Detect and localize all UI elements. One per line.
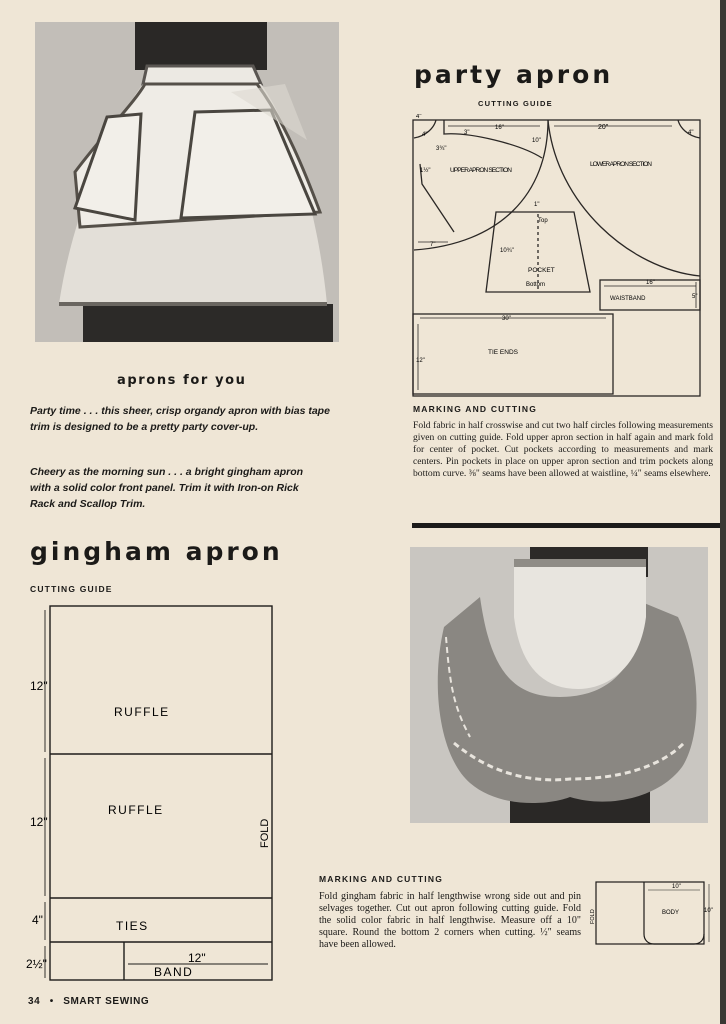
party-dim-7: 7" — [430, 242, 436, 248]
party-apron-title: party apron — [414, 60, 614, 89]
party-marking-text: Fold fabric in half crosswise and cut two half circles following measurements given on cutting guide. Fold upper apron section in half again and mark fold for center of pocket. Cut pockets according to measurements and mark centers. Pin pockets in place on upper apron section and trim pockets along bottom curve. ⅜" seams have been allowed at waistline, ¼" seams elsewhere. — [413, 420, 713, 479]
gingham-marking-text: Fold gingham fabric in half lengthwise wrong side out and pin selvages together. Cut out apron following cutting guide. Fold the solid color fabric in half lengthwise. Measure off a 10" square. Round the bottom 2 corners when cutting. ½" seams have been allowed. — [319, 891, 581, 950]
small-dim-10a: 10" — [672, 884, 681, 890]
gingham-ruffle-1: RUFFLE — [114, 705, 170, 719]
intro-gingham-text: Cheery as the morning sun . . . a bright gingham apron with a solid color front panel. Trim it with Iron-on Rick Rack and Scallop Trim. — [30, 466, 304, 510]
gingham-ties-label: TIES — [116, 919, 149, 933]
gingham-apron-cutting-diagram — [26, 602, 278, 986]
small-body-label: BODY — [662, 910, 680, 916]
party-apron-cutting-diagram — [410, 114, 706, 400]
page-number: 34 — [28, 996, 41, 1007]
intro-party-text: Party time . . . this sheer, crisp organdy apron with bias tape trim is designed to be a pretty party cover-up. — [30, 405, 330, 433]
party-tie-ends-label: TIE ENDS — [488, 349, 518, 356]
party-upper-apron-label: UPPER APRON SECTION — [450, 167, 512, 174]
gingham-band-label: BAND — [154, 965, 194, 979]
gingham-dim-12a: 12" — [30, 679, 48, 693]
party-dim-3-3-4: 3¾" — [436, 146, 447, 152]
party-dim-10-3-4: 10¾" — [500, 248, 514, 254]
party-dim-20: 20" — [598, 124, 609, 131]
small-fold-label: FOLD — [590, 909, 596, 924]
gingham-body-diagram — [588, 876, 718, 948]
party-dim-30: 30" — [502, 316, 511, 322]
party-dim-10: 10" — [532, 138, 541, 144]
gingham-cutting-guide-label: CUTTING GUIDE — [30, 584, 113, 594]
gingham-ruffle-2: RUFFLE — [108, 803, 164, 817]
section-divider — [412, 523, 726, 528]
small-dim-10b: 10" — [704, 908, 713, 914]
gingham-apron-photo — [410, 547, 708, 823]
party-dim-4a: 4" — [416, 114, 422, 120]
party-pocket-bottom: Bottom — [526, 282, 546, 288]
gingham-dim-12b: 12" — [30, 815, 48, 829]
party-dim-1: 1" — [534, 202, 540, 208]
party-apron-photo — [35, 22, 339, 342]
party-dim-16: 16" — [495, 125, 504, 131]
gingham-fold-label: FOLD — [259, 818, 271, 848]
gingham-band-dim-12: 12" — [188, 951, 206, 965]
footer-bullet: • — [49, 996, 54, 1007]
party-pocket-label: POCKET — [528, 267, 555, 274]
party-lower-apron-label: LOWER APRON SECTION — [590, 161, 652, 168]
intro-heading: aprons for you — [117, 373, 247, 388]
party-waistband-label: WAISTBAND — [610, 296, 646, 302]
party-dim-5: 5" — [692, 294, 698, 300]
party-dim-4b: 4" — [422, 132, 428, 138]
page-footer — [28, 996, 149, 1007]
magazine-name: SMART SEWING — [63, 996, 150, 1007]
gingham-marking-heading: MARKING AND CUTTING — [319, 874, 444, 884]
party-dim-3: 3" — [464, 130, 470, 136]
gingham-dim-4: 4" — [32, 913, 43, 927]
party-marking-heading: MARKING AND CUTTING — [413, 404, 538, 414]
page-edge — [720, 0, 726, 1024]
party-dim-16b: 16" — [646, 280, 655, 286]
party-dim-1-2: 1½" — [420, 168, 431, 174]
party-dim-12: 12" — [416, 358, 425, 364]
gingham-dim-2-1-2: 2½" — [26, 957, 47, 971]
party-dim-4c: 4" — [688, 130, 694, 136]
party-cutting-guide-label: CUTTING GUIDE — [478, 99, 553, 108]
gingham-apron-title: gingham apron — [30, 537, 283, 566]
party-pocket-top: Top — [538, 218, 548, 224]
